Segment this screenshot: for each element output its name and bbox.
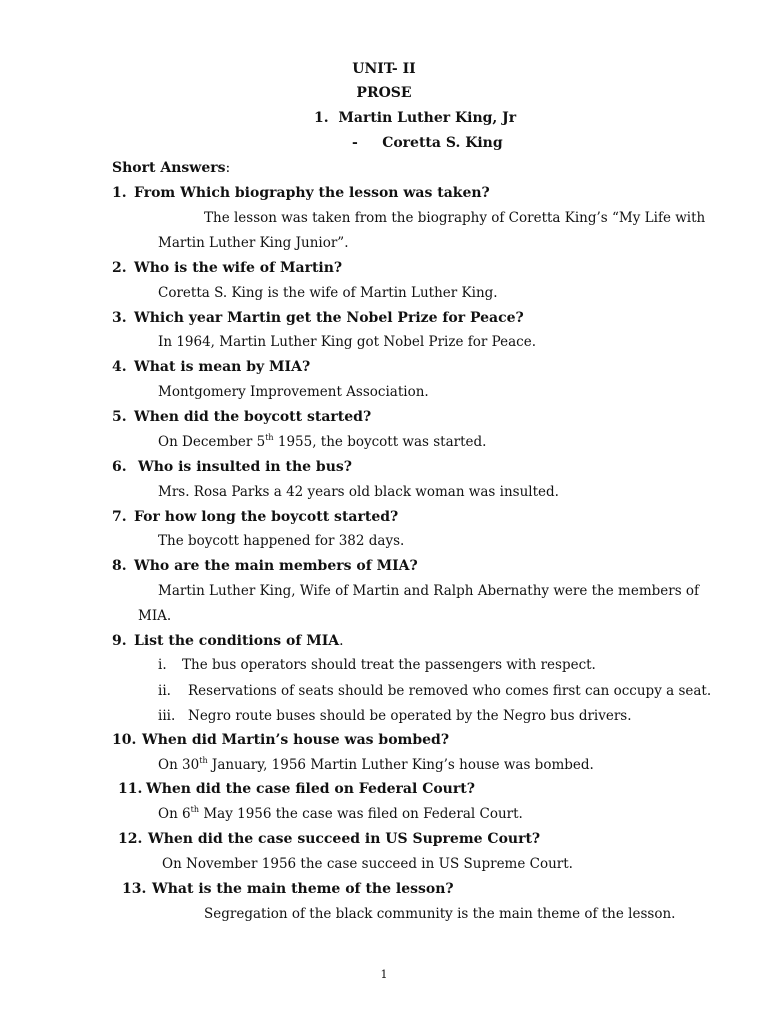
answer-text: May 1956 the case was filed on Federal Court.	[199, 806, 523, 822]
question-text: Who is insulted in the bus?	[138, 459, 352, 475]
answer-1-line-1: The lesson was taken from the biography of Coretta King’s “My Life with	[204, 210, 706, 226]
question-number: 5.	[112, 409, 127, 425]
question-text: From Which biography the lesson was taken?	[134, 185, 490, 201]
answer-6: Mrs. Rosa Parks a 42 years old black woman was insulted.	[158, 484, 559, 500]
answer-5	[158, 433, 486, 451]
question-number: 12.	[118, 831, 143, 847]
question-1	[112, 184, 490, 202]
answer-text: 1955, the boycott was started.	[273, 434, 487, 450]
question-6	[112, 458, 352, 476]
question-12	[118, 830, 540, 848]
question-number: 9.	[112, 633, 127, 649]
page-number: 1	[380, 968, 388, 981]
list-item-text: Reservations of seats should be removed who comes first can occupy a seat.	[188, 683, 712, 699]
author-dash: -	[352, 135, 358, 151]
question-5	[112, 408, 371, 426]
question-period: .	[339, 633, 344, 649]
question-2	[112, 259, 342, 277]
question-text: For how long the boycott started?	[134, 509, 399, 525]
lesson-number: 1.	[314, 110, 329, 126]
question-number: 3.	[112, 310, 127, 326]
question-7	[112, 508, 398, 526]
list-item-text: Negro route buses should be operated by the Negro bus drivers.	[188, 708, 632, 724]
list-item-number: ii.	[158, 683, 171, 699]
question-number: 13.	[122, 881, 147, 897]
answer-text: On 30	[158, 757, 200, 773]
answer-2: Coretta S. King is the wife of Martin Luther King.	[158, 285, 498, 301]
question-13	[122, 880, 454, 898]
list-item	[158, 656, 596, 674]
question-text: What is mean by MIA?	[134, 359, 311, 375]
answer-7: The boycott happened for 382 days.	[158, 533, 405, 549]
question-text: When did Martin’s house was bombed?	[142, 732, 450, 748]
answer-text: On December 5	[158, 434, 266, 450]
question-number: 1.	[112, 185, 127, 201]
question-text: What is the main theme of the lesson?	[152, 881, 454, 897]
question-text: List the conditions of MIA	[134, 633, 340, 649]
question-text: Who are the main members of MIA?	[134, 558, 418, 574]
answer-4: Montgomery Improvement Association.	[158, 384, 429, 400]
short-answers-colon: :	[225, 160, 231, 176]
question-number: 4.	[112, 359, 127, 375]
question-3	[112, 309, 524, 327]
answer-13: Segregation of the black community is the main theme of the lesson.	[204, 906, 676, 922]
answer-3: In 1964, Martin Luther King got Nobel Prize for Peace.	[158, 334, 536, 350]
list-item	[158, 682, 711, 700]
unit-heading: UNIT- II	[352, 61, 416, 77]
list-item-text: The bus operators should treat the passengers with respect.	[182, 657, 596, 673]
list-item	[158, 707, 632, 725]
question-number: 2.	[112, 260, 127, 276]
answer-text: On 6	[158, 806, 191, 822]
answer-8-line-2: MIA.	[138, 608, 172, 624]
answer-11	[158, 805, 523, 823]
ordinal-suffix: th	[265, 433, 274, 442]
lesson-title-line	[314, 109, 516, 127]
question-number: 10.	[112, 732, 137, 748]
question-11	[118, 780, 475, 798]
list-item-number: i.	[158, 657, 167, 673]
question-text: When did the boycott started?	[134, 409, 372, 425]
question-text: Which year Martin get the Nobel Prize for Peace?	[134, 310, 524, 326]
answer-text: January, 1956 Martin Luther King’s house was bombed.	[207, 757, 594, 773]
question-number: 8.	[112, 558, 127, 574]
answer-8-line-1: Martin Luther King, Wife of Martin and Ralph Abernathy were the members of	[158, 583, 700, 599]
question-number: 11.	[118, 781, 143, 797]
author-name: Coretta S. King	[382, 135, 503, 151]
answer-12: On November 1956 the case succeed in US Supreme Court.	[162, 856, 573, 872]
short-answers-heading	[112, 159, 230, 177]
question-10	[112, 731, 449, 749]
question-4	[112, 358, 310, 376]
ordinal-suffix: th	[199, 756, 208, 765]
short-answers-label: Short Answers	[112, 160, 226, 176]
question-text: Who is the wife of Martin?	[134, 260, 343, 276]
question-number: 7.	[112, 509, 127, 525]
question-number: 6.	[112, 459, 127, 475]
author-line	[352, 134, 503, 152]
question-text: When did the case filed on Federal Court?	[146, 781, 475, 797]
question-9	[112, 632, 344, 650]
answer-1-line-2: Martin Luther King Junior”.	[158, 235, 349, 251]
ordinal-suffix: th	[190, 805, 200, 814]
list-item-number: iii.	[158, 708, 176, 724]
section-heading: PROSE	[356, 85, 412, 101]
question-8	[112, 557, 418, 575]
answer-10	[158, 756, 594, 774]
lesson-title: Martin Luther King, Jr	[338, 110, 517, 126]
question-text: When did the case succeed in US Supreme Court?	[148, 831, 541, 847]
